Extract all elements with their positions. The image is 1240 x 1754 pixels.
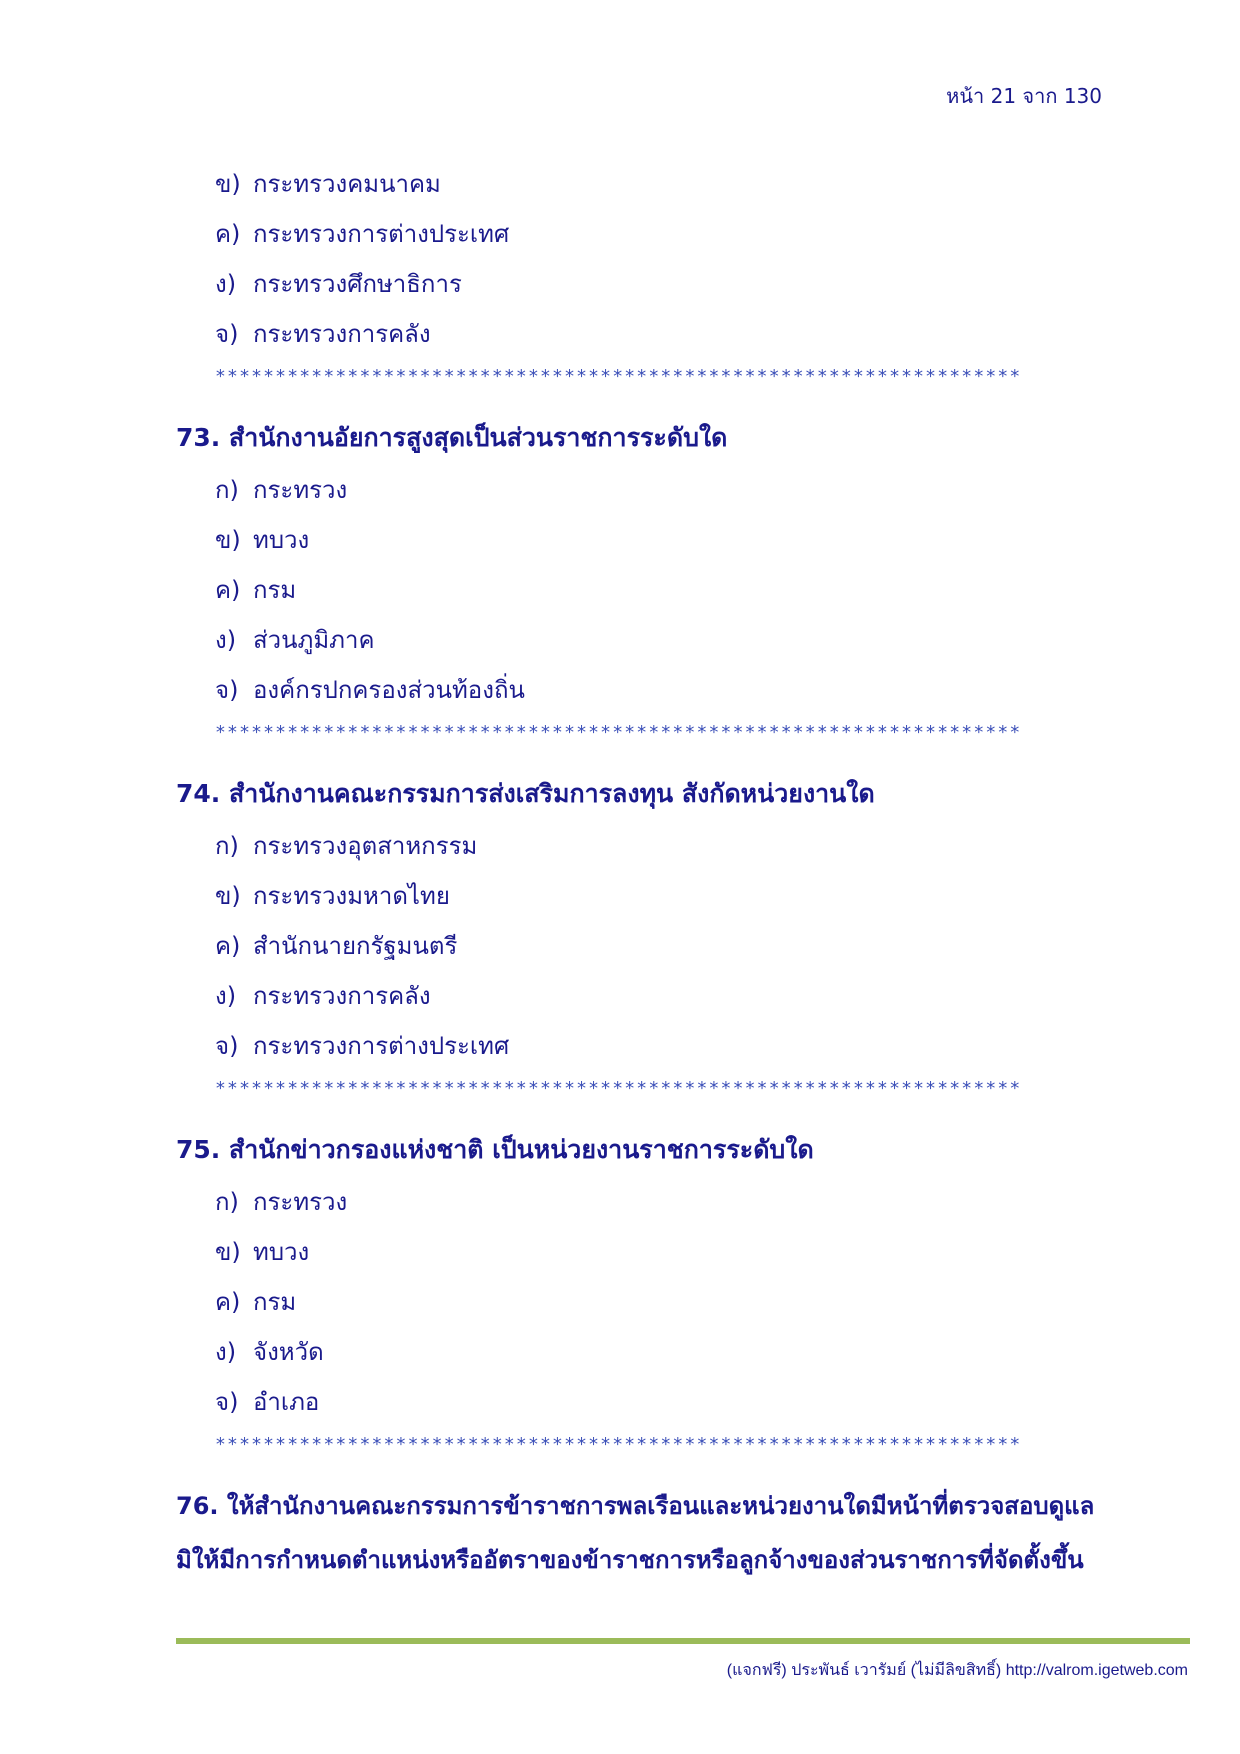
option-item xyxy=(215,520,309,559)
option-item xyxy=(215,1182,347,1221)
option-item xyxy=(215,1332,324,1371)
option-text: กรม xyxy=(253,576,297,604)
option-item xyxy=(215,670,525,709)
option-letter: ก) xyxy=(215,832,239,860)
separator: ******************************************************************* xyxy=(215,1078,1022,1099)
option-letter: ค) xyxy=(215,1288,241,1316)
separator: ******************************************************************* xyxy=(215,366,1022,387)
question-74: 74. สำนักงานคณะกรรมการส่งเสริมการลงทุน สังกัดหน่วยงานใด xyxy=(176,779,875,808)
option-item xyxy=(215,926,457,965)
option-item xyxy=(215,1026,509,1065)
page-number: หน้า 21 จาก 130 xyxy=(946,84,1102,108)
option-text: กระทรวงการคลัง xyxy=(253,982,431,1010)
footer-text: (แจกฟรี) ประพันธ์ เวารัมย์ (ไม่มีลิขสิทธิ์) http://valrom.igetweb.com xyxy=(726,1662,1188,1679)
option-letter: ง) xyxy=(215,626,237,654)
option-text: กระทรวงมหาดไทย xyxy=(253,882,450,910)
option-text: ส่วนภูมิภาค xyxy=(253,626,375,654)
option-item xyxy=(215,164,441,203)
separator: ******************************************************************* xyxy=(215,722,1022,743)
separator: ******************************************************************* xyxy=(215,1434,1022,1455)
option-text: กระทรวง xyxy=(253,1188,348,1216)
question-75: 75. สำนักข่าวกรองแห่งชาติ เป็นหน่วยงานราชการระดับใด xyxy=(176,1135,814,1164)
option-letter: จ) xyxy=(215,1388,239,1416)
footer-divider xyxy=(176,1638,1190,1644)
question-76-line-2: มิให้มีการกำหนดตำแหน่งหรืออัตราของข้าราชการหรือลูกจ้างของส่วนราชการที่จัดตั้งขึ้น xyxy=(176,1546,1084,1574)
option-item xyxy=(215,826,477,865)
option-text: ทบวง xyxy=(253,526,310,554)
option-item xyxy=(215,570,296,609)
option-item xyxy=(215,876,450,915)
option-item xyxy=(215,314,431,353)
option-item xyxy=(215,1382,319,1421)
option-item xyxy=(215,620,375,659)
option-letter: ก) xyxy=(215,476,239,504)
option-letter: ข) xyxy=(215,526,241,554)
option-letter: ค) xyxy=(215,932,241,960)
option-text: กระทรวงศึกษาธิการ xyxy=(253,270,462,298)
option-item xyxy=(215,214,509,253)
option-text: จังหวัด xyxy=(253,1338,324,1366)
question-73: 73. สำนักงานอัยการสูงสุดเป็นส่วนราชการระดับใด xyxy=(176,423,728,452)
option-letter: ข) xyxy=(215,1238,241,1266)
option-letter: จ) xyxy=(215,1032,239,1060)
option-item xyxy=(215,470,347,509)
option-text: สำนักนายกรัฐมนตรี xyxy=(253,932,458,960)
option-text: กระทรวงอุตสาหกรรม xyxy=(253,832,478,860)
question-76-line-1: 76. ให้สำนักงานคณะกรรมการข้าราชการพลเรือนและหน่วยงานใดมีหน้าที่ตรวจสอบดูแล xyxy=(176,1492,1095,1520)
option-letter: ค) xyxy=(215,576,241,604)
option-letter: จ) xyxy=(215,676,239,704)
option-text: กระทรวงคมนาคม xyxy=(253,170,441,198)
option-letter: ง) xyxy=(215,270,237,298)
option-letter: ง) xyxy=(215,1338,237,1366)
option-item xyxy=(215,264,462,303)
option-letter: ข) xyxy=(215,882,241,910)
option-text: กระทรวง xyxy=(253,476,348,504)
option-text: ทบวง xyxy=(253,1238,310,1266)
option-letter: จ) xyxy=(215,320,239,348)
option-text: กระทรวงการคลัง xyxy=(253,320,431,348)
option-letter: ข) xyxy=(215,170,241,198)
option-letter: ก) xyxy=(215,1188,239,1216)
option-text: อำเภอ xyxy=(253,1388,320,1416)
option-text: กระทรวงการต่างประเทศ xyxy=(253,220,510,248)
option-letter: ง) xyxy=(215,982,237,1010)
option-item xyxy=(215,1282,296,1321)
option-text: กระทรวงการต่างประเทศ xyxy=(253,1032,510,1060)
option-item xyxy=(215,976,431,1015)
option-text: องค์กรปกครองส่วนท้องถิ่น xyxy=(253,676,525,704)
option-item xyxy=(215,1232,309,1271)
option-text: กรม xyxy=(253,1288,297,1316)
option-letter: ค) xyxy=(215,220,241,248)
